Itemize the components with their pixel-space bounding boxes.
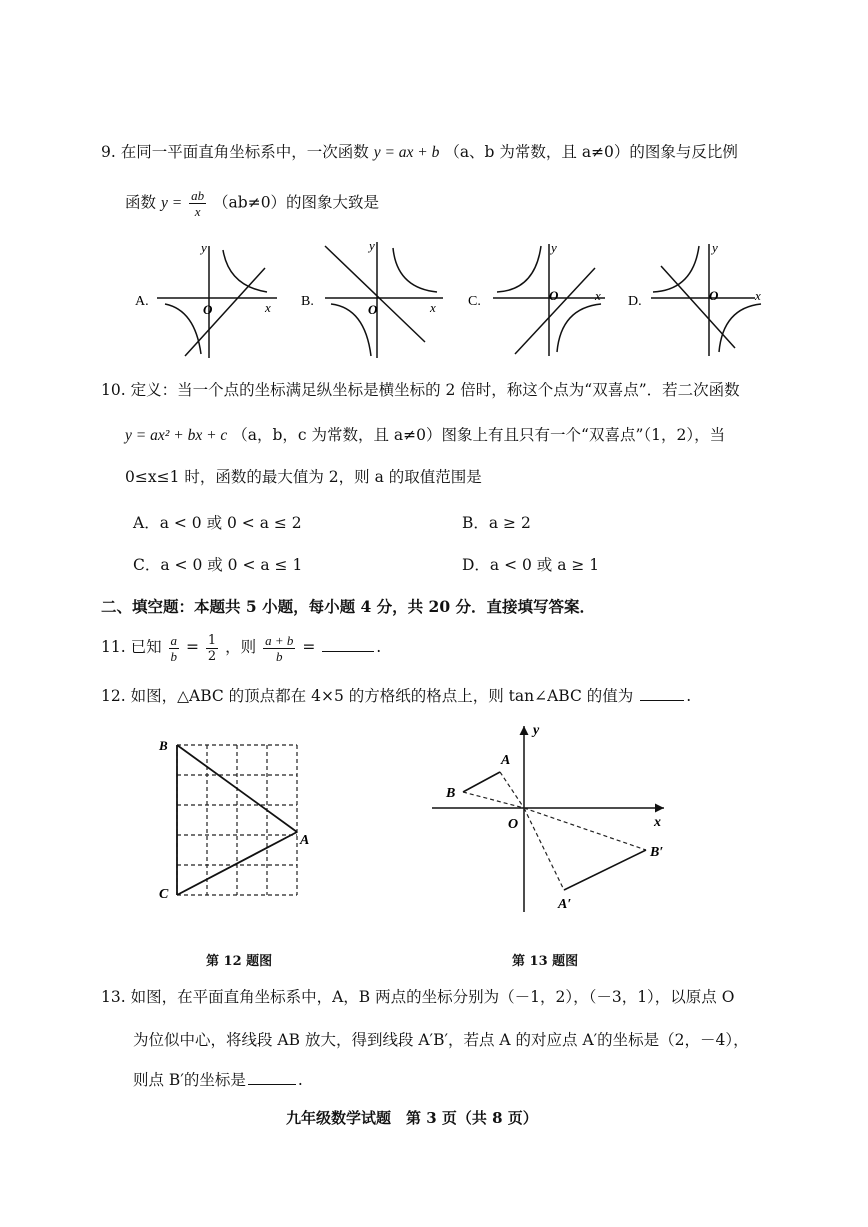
q9-line1 xyxy=(101,142,738,163)
q11-end: . xyxy=(376,638,382,656)
q10-number: 10. xyxy=(101,381,126,399)
q9-a-origin: O xyxy=(203,302,213,317)
q11-frac-ab-b xyxy=(263,633,295,664)
q11-frac2-den: 2 xyxy=(207,648,217,664)
q10-option-b: B．a ≥ 2 xyxy=(462,514,531,532)
q11-frac2-num: 1 xyxy=(207,632,217,648)
q13-segment-a2b2 xyxy=(564,850,646,890)
q13-y-label: y xyxy=(533,723,540,738)
q13-line3 xyxy=(133,1070,303,1090)
q12-text: 如图，△ABC 的顶点都在 4×5 的方格纸的格点上，则 tan∠ABC 的值为 xyxy=(130,687,634,705)
q13-caption: 第 13 题图 xyxy=(512,954,579,969)
q13-line2 xyxy=(133,1030,749,1050)
q9-d-y-label: y xyxy=(712,240,718,255)
q11-eq2: = xyxy=(302,638,316,656)
q13-text-3: 则点 B′的坐标是 xyxy=(133,1071,246,1089)
q13-text-2: 为位似中心，将线段 AB 放大，得到线段 A′B′，若点 A 的对应点 A′的坐标是（2，－4）， xyxy=(133,1031,749,1049)
q12-number: 12. xyxy=(101,687,126,705)
q12-line xyxy=(101,686,691,706)
q9-line2 xyxy=(125,188,379,219)
q9-text-c: 函数 xyxy=(125,193,157,212)
q9-option-b-graph xyxy=(301,238,443,358)
q12-label-b: B xyxy=(159,738,168,753)
q9-text-b: （a、b 为常数，且 a≠0）的图象与反比例 xyxy=(444,143,738,161)
q13-number: 13. xyxy=(101,988,126,1006)
q10-line1 xyxy=(101,380,740,400)
q9-option-c-label: C. xyxy=(468,294,481,309)
q9-option-d-label: D. xyxy=(628,294,642,309)
q9-c-origin: O xyxy=(549,288,559,303)
q12-label-a: A xyxy=(300,833,310,848)
q13-segment-ab xyxy=(463,772,500,792)
q11-frac-1-2 xyxy=(206,633,218,664)
q9-a-x-label: x xyxy=(265,300,271,315)
q9-text-a: 在同一平面直角坐标系中，一次函数 xyxy=(120,143,369,161)
q9-y-eq: y = xyxy=(160,194,183,212)
q11-frac-a-b xyxy=(169,633,180,664)
q9-b-origin: O xyxy=(368,302,378,317)
q13-line1 xyxy=(101,987,734,1007)
q9-text-d: （ab≠0）的图象大致是 xyxy=(213,193,380,212)
q10-quadratic-eq: y = ax² + bx + c xyxy=(125,427,228,444)
q10-option-d: D．a < 0 或 a ≥ 1 xyxy=(462,556,600,574)
q13-label-a-prime: A′ xyxy=(558,897,572,912)
q13-label-b-prime: B′ xyxy=(650,845,664,860)
q10-text-2: （a，b，c 为常数，且 a≠0）图象上有且只有一个“双喜点”（1，2），当 xyxy=(232,426,726,444)
q13-end: . xyxy=(297,1071,303,1089)
page-footer: 九年级数学试题 第 3 页（共 8 页） xyxy=(286,1109,538,1127)
q9-frac-den: x xyxy=(194,204,201,219)
q13-label-a: A xyxy=(501,753,511,768)
q9-frac-num: ab xyxy=(191,188,205,203)
q10-option-c: C．a < 0 或 0 < a ≤ 1 xyxy=(133,556,303,574)
q12-label-c: C xyxy=(159,887,169,902)
q9-options-figure xyxy=(125,236,775,361)
q13-label-b: B xyxy=(446,786,456,801)
q9-linear-eq: y = ax + b xyxy=(373,144,440,161)
q10-option-a: A．a < 0 或 0 < a ≤ 2 xyxy=(133,514,302,532)
q11-frac3-num: a + b xyxy=(265,632,294,648)
q9-c-x-label: x xyxy=(595,288,601,303)
q10-text-3: 0≤x≤1 时，函数的最大值为 2，则 a 的取值范围是 xyxy=(125,468,482,486)
q11-frac1-den: b xyxy=(170,648,178,664)
q9-b-y-label: y xyxy=(369,238,375,253)
q11-answer-blank[interactable] xyxy=(322,637,374,652)
q11-eq1: = xyxy=(185,638,199,656)
q9-fraction xyxy=(189,188,206,219)
q9-b-x-label: x xyxy=(430,300,436,315)
q9-d-origin: O xyxy=(709,288,719,303)
q9-number: 9. xyxy=(101,143,116,161)
q13-origin-label: O xyxy=(508,817,519,832)
q12-figure xyxy=(155,735,315,905)
q13-figure xyxy=(430,720,680,920)
q9-d-x-label: x xyxy=(755,288,761,303)
q11-pre: 已知 xyxy=(130,638,162,656)
q9-option-d-graph xyxy=(628,240,761,356)
section-2-heading: 二、填空题：本题共 5 小题，每小题 4 分，共 20 分．直接填写答案． xyxy=(101,597,596,616)
q12-answer-blank[interactable] xyxy=(640,686,684,701)
q9-option-b-label: B. xyxy=(301,294,314,309)
q9-c-y-label: y xyxy=(551,240,557,255)
q9-a-y-label: y xyxy=(201,240,207,255)
q10-line3 xyxy=(125,467,482,487)
q12-caption: 第 12 题图 xyxy=(206,954,273,969)
q13-x-label: x xyxy=(654,815,661,830)
q10-line2 xyxy=(125,425,725,446)
q11-number: 11. xyxy=(101,638,126,656)
q10-text-1: 定义：当一个点的坐标满足纵坐标是横坐标的 2 倍时，称这个点为“双喜点”．若二次函数 xyxy=(130,381,740,399)
q9-option-a-graph xyxy=(135,240,277,358)
q11-frac1-num: a xyxy=(170,632,178,648)
q11-mid: ，则 xyxy=(225,638,257,656)
q13-text-1: 如图，在平面直角坐标系中，A，B 两点的坐标分别为（－1，2），（－3，1），以原点 O xyxy=(130,988,735,1006)
q9-option-c-graph xyxy=(468,240,605,356)
q11-line xyxy=(101,632,381,664)
q12-end: . xyxy=(686,687,692,705)
q9-option-a-label: A. xyxy=(135,294,149,309)
q11-frac3-den: b xyxy=(275,648,283,664)
q13-answer-blank[interactable] xyxy=(248,1070,296,1085)
